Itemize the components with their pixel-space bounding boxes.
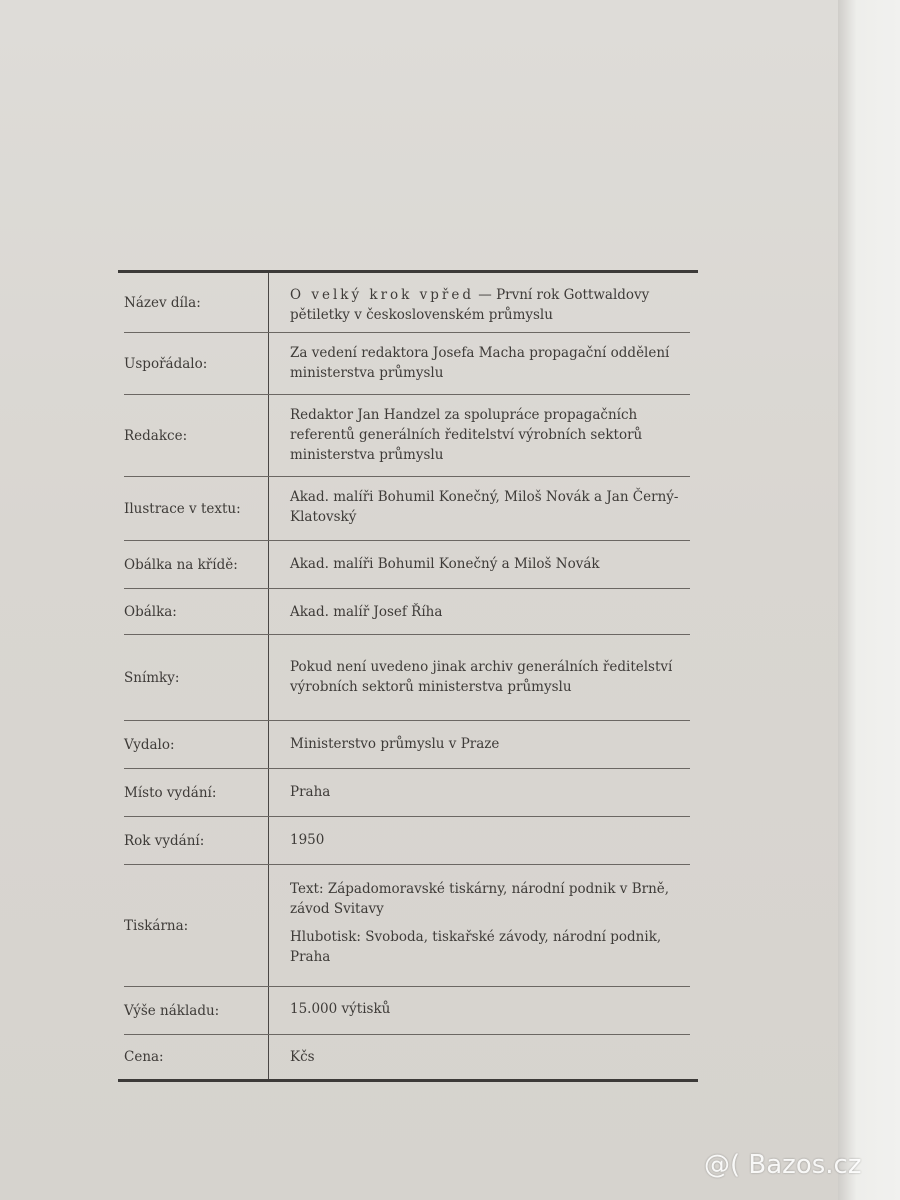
- printer-gravure: Hlubotisk: Svoboda, tiskařské závody, národní podnik, Praha: [290, 929, 662, 965]
- row-label: Obálka:: [124, 604, 177, 620]
- work-subtitle: — První rok Gottwaldovy pětiletky v československém průmyslu: [290, 287, 650, 323]
- row-label: Ilustrace v textu:: [124, 501, 241, 517]
- row-printer: [118, 865, 698, 987]
- row-editing: [118, 395, 698, 477]
- row-value: Kčs: [290, 1049, 315, 1065]
- row-label: Uspořádalo:: [124, 356, 208, 372]
- row-label: Obálka na křídě:: [124, 557, 238, 573]
- row-value: Za vedení redaktora Josefa Macha propagační oddělení ministerstva průmyslu: [290, 345, 670, 381]
- work-title: O velký krok vpřed: [290, 287, 474, 303]
- row-label: Redakce:: [124, 428, 188, 444]
- row-publisher: [118, 721, 698, 769]
- row-illustrations: [118, 477, 698, 541]
- bazos-watermark: @( Bazos.cz: [704, 1150, 862, 1180]
- row-label: Cena:: [124, 1049, 164, 1065]
- row-label: Název díla:: [124, 295, 201, 311]
- row-value: 1950: [290, 832, 325, 848]
- row-price: [118, 1035, 698, 1079]
- row-value: Ministerstvo průmyslu v Praze: [290, 736, 500, 752]
- row-photos: [118, 635, 698, 721]
- row-year: [118, 817, 698, 865]
- row-label: Vydalo:: [124, 737, 175, 753]
- row-value: Pokud není uvedeno jinak archiv generálních ředitelství výrobních sektorů ministerstva průmyslu: [290, 659, 673, 695]
- row-value: Redaktor Jan Handzel za spolupráce propagačních referentů generálních ředitelství výrobních sektorů ministerstva průmyslu: [290, 407, 643, 463]
- row-print-run: [118, 987, 698, 1035]
- row-value: Akad. malíři Bohumil Konečný, Miloš Novák a Jan Černý-Klatovský: [290, 489, 679, 525]
- row-value: [268, 273, 698, 333]
- row-value: 15.000 výtisků: [290, 1001, 391, 1017]
- printer-text: Text: Západomoravské tiskárny, národní podnik v Brně, závod Svitavy: [290, 881, 670, 917]
- row-value: Akad. malíř Josef Říha: [290, 604, 443, 620]
- row-label: Výše nákladu:: [124, 1003, 220, 1019]
- row-arranged: [118, 333, 698, 395]
- row-label: Rok vydání:: [124, 833, 205, 849]
- row-title: [118, 273, 698, 333]
- page-edge: [838, 0, 900, 1200]
- row-label: Snímky:: [124, 670, 180, 686]
- row-cover-chalk: [118, 541, 698, 589]
- row-value: Akad. malíři Bohumil Konečný a Miloš Novák: [290, 556, 600, 572]
- row-label: Tiskárna:: [124, 918, 189, 934]
- row-value: Praha: [290, 784, 331, 800]
- row-value: [268, 865, 698, 987]
- row-label: Místo vydání:: [124, 785, 217, 801]
- row-place: [118, 769, 698, 817]
- colophon-table: [118, 270, 698, 1082]
- row-cover: [118, 589, 698, 635]
